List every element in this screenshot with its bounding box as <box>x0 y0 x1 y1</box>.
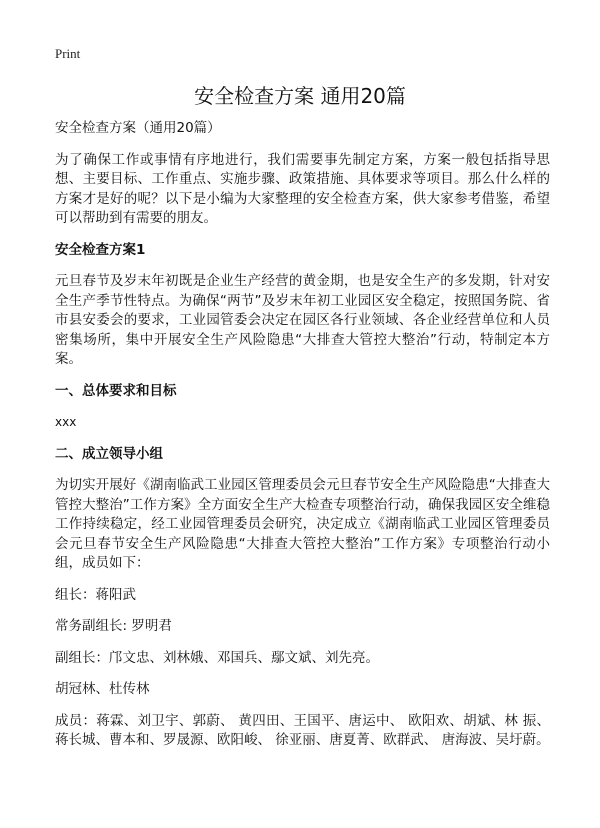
page-title: 安全检查方案 通用20篇 <box>194 84 406 108</box>
executive-deputy-leader: 常务副组长: 罗明君 <box>55 618 172 634</box>
document-body <box>55 119 550 763</box>
print-link[interactable]: Print <box>55 46 81 61</box>
group-members: 成员：蒋霖、刘卫宇、郭蔚、 黄四田、王国平、唐运中、 欧阳欢、胡斌、林 振、蒋长城、曹本和、罗晟源、欧阳峻、 徐亚丽、唐夏菁、欧群武、 唐海波、吴圩蔚。 <box>55 712 550 748</box>
deputy-leaders-continued: 胡冠林、杜传林 <box>55 681 150 697</box>
heading-leadership-group: 二、成立领导小组 <box>55 445 163 462</box>
overall-requirements-body: xxx <box>55 415 77 429</box>
intro-paragraph: 为了确保工作或事情有序地进行，我们需要事先制定方案，方案一般包括指导思想、主要目标、工作重点、实施步骤、政策措施、具体要求等项目。那么什么样的方案才是好的呢？以下是小编为大家整理的安全检查方案，供大家参考借鉴，希望可以帮助到有需要的朋友。 <box>55 151 550 226</box>
document-subtitle: 安全检查方案（通用20篇） <box>55 120 221 136</box>
section-1-paragraph: 元旦春节及岁末年初既是企业生产经营的黄金期，也是安全生产的多发期，针对安全生产季节性特点。为确保“两节”及岁末年初工业园区安全稳定，按照国务院、省市县安委会的要求，工业园管委会决定在园区各行业领域、各企业经营单位和人员密集场所，集中开展安全生产风险隐患“大排查大管控大整治”行动，特制定本方案。 <box>55 273 550 367</box>
section-1-heading: 安全检查方案1 <box>55 241 146 258</box>
group-leader: 组长：蒋阳武 <box>55 586 136 603</box>
deputy-leaders: 副组长：邝文忠、刘林娥、邓国兵、鄢文斌、刘先亮。 <box>55 649 379 666</box>
leadership-group-paragraph: 为切实开展好《湖南临武工业园区管理委员会元旦春节安全生产风险隐患“大排查大管控大整治”工作方案》全方面安全生产大检查专项整治行动，确保我园区安全维稳工作持续稳定，经工业园管理委员会研究，决定成立《湖南临武工业园区管理委员会元旦春节安全生产风险隐患“大排查大管控大整治”工作方案》专项整治行动小组，成员如下： <box>55 477 550 571</box>
heading-overall-requirements: 一、总体要求和目标 <box>55 382 177 399</box>
